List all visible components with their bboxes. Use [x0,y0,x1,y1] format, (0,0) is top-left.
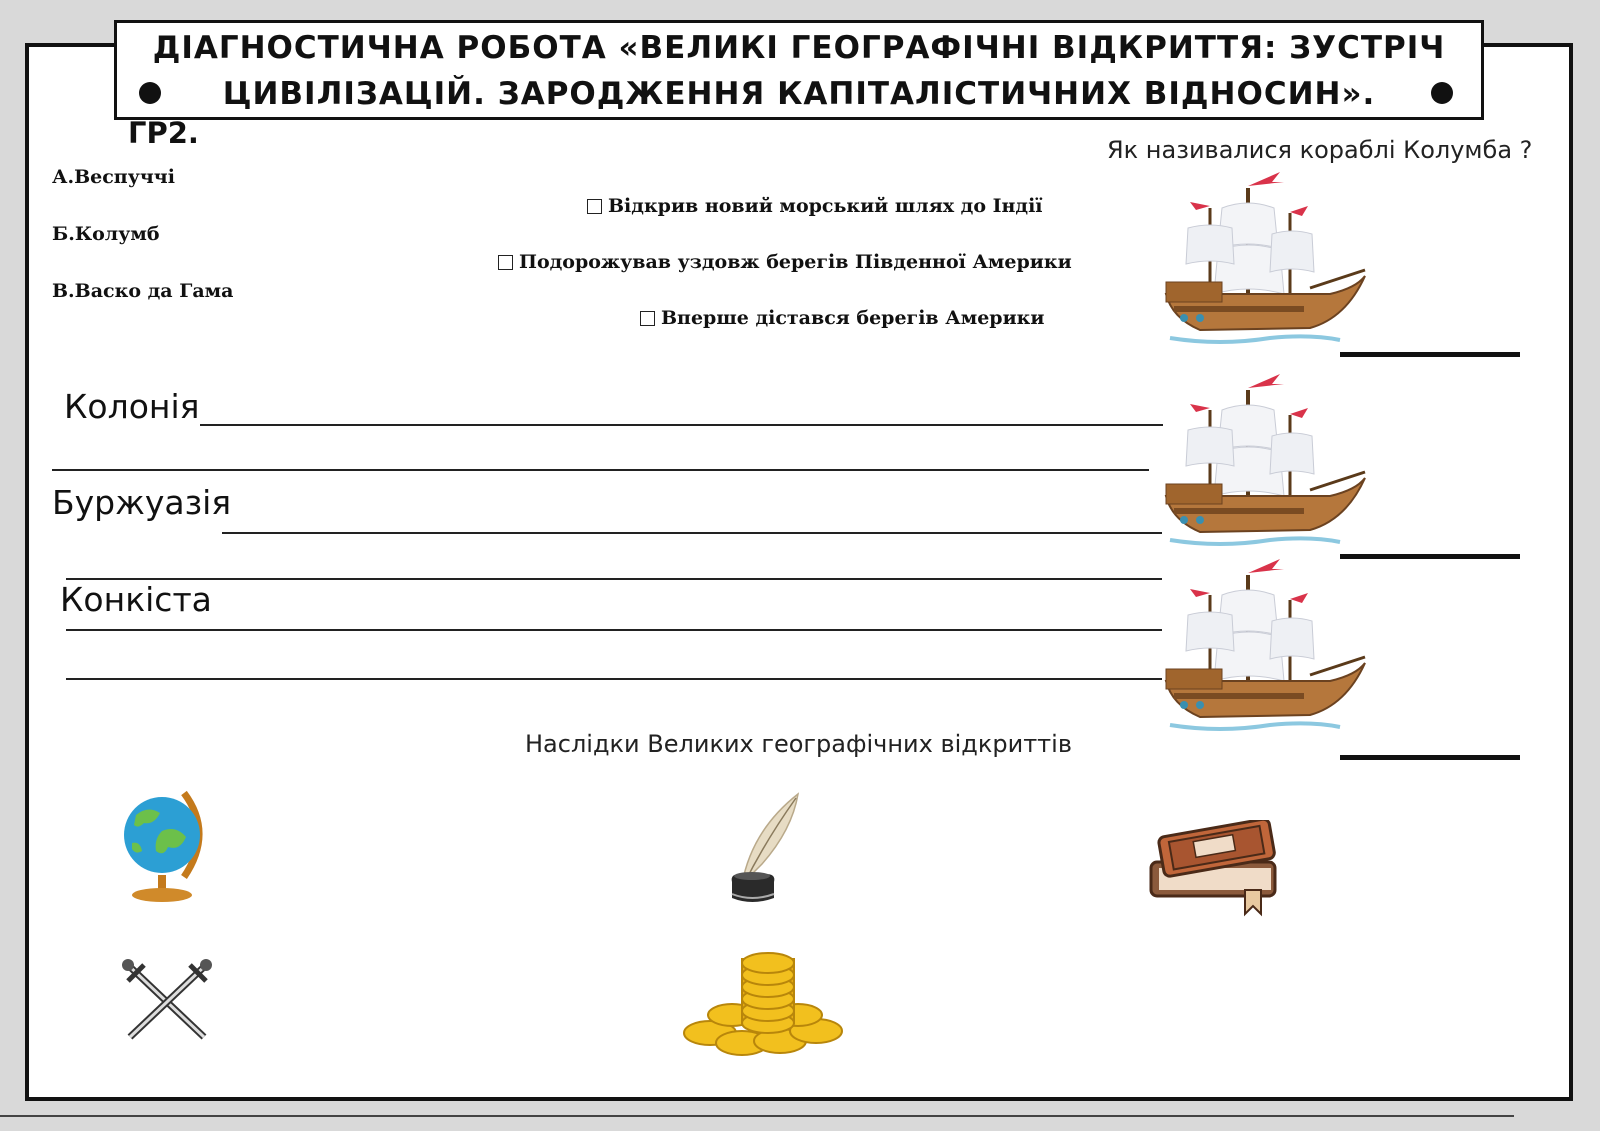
term-bourgeoisie: Буржуазія [52,483,232,522]
name-option-a: А.Веспуччі [52,166,175,188]
globe-icon [114,785,210,907]
answer-line[interactable] [200,424,1163,426]
gold-coins-icon [680,945,850,1057]
sailing-ship-icon [1160,370,1370,555]
title-box [114,20,1484,120]
answer-line[interactable] [66,578,1162,580]
name-option-c: В.Васко да Гама [52,280,234,302]
answer-line[interactable] [52,469,1149,471]
statement-row-2 [498,251,1072,273]
statement-checkbox-3[interactable] [640,311,655,326]
statement-row-1 [587,195,1043,217]
consequences-heading: Наслідки Великих географічних відкриттів [525,730,1072,758]
answer-line[interactable] [222,532,1162,534]
statement-text-2: Подорожував уздовж берегів Південної Америки [519,251,1072,273]
answer-line[interactable] [66,678,1162,680]
group-label: ГР2. [128,116,199,150]
bullet-dot-right [1431,82,1453,104]
term-colony: Колонія [64,387,200,426]
bullet-dot-left [139,82,161,104]
name-option-b: Б.Колумб [52,223,160,245]
title-line-2: ЦИВІЛІЗАЦІЙ. ЗАРОДЖЕННЯ КАПІТАЛІСТИЧНИХ ВІДНОСИН». [222,76,1376,112]
footer-rule [0,1115,1514,1117]
books-icon [1145,820,1287,920]
sailing-ship-icon [1160,168,1370,353]
sailing-ship-icon [1160,555,1370,740]
statement-checkbox-1[interactable] [587,199,602,214]
crossed-swords-icon [118,955,216,1043]
answer-line[interactable] [66,629,1162,631]
statement-text-3: Вперше дістався берегів Америки [661,307,1045,329]
statement-row-3 [640,307,1045,329]
statement-text-1: Відкрив новий морський шлях до Індії [608,195,1043,217]
ships-question: Як називалися кораблі Колумба ? [1107,136,1533,164]
quill-inkwell-icon [722,790,804,908]
title-line-1: ДІАГНОСТИЧНА РОБОТА «ВЕЛИКІ ГЕОГРАФІЧНІ ВІДКРИТТЯ: ЗУСТРІЧ [152,30,1446,66]
statement-checkbox-2[interactable] [498,255,513,270]
ship-name-answer-line-3[interactable] [1340,755,1520,760]
term-conquista: Конкіста [60,580,212,619]
